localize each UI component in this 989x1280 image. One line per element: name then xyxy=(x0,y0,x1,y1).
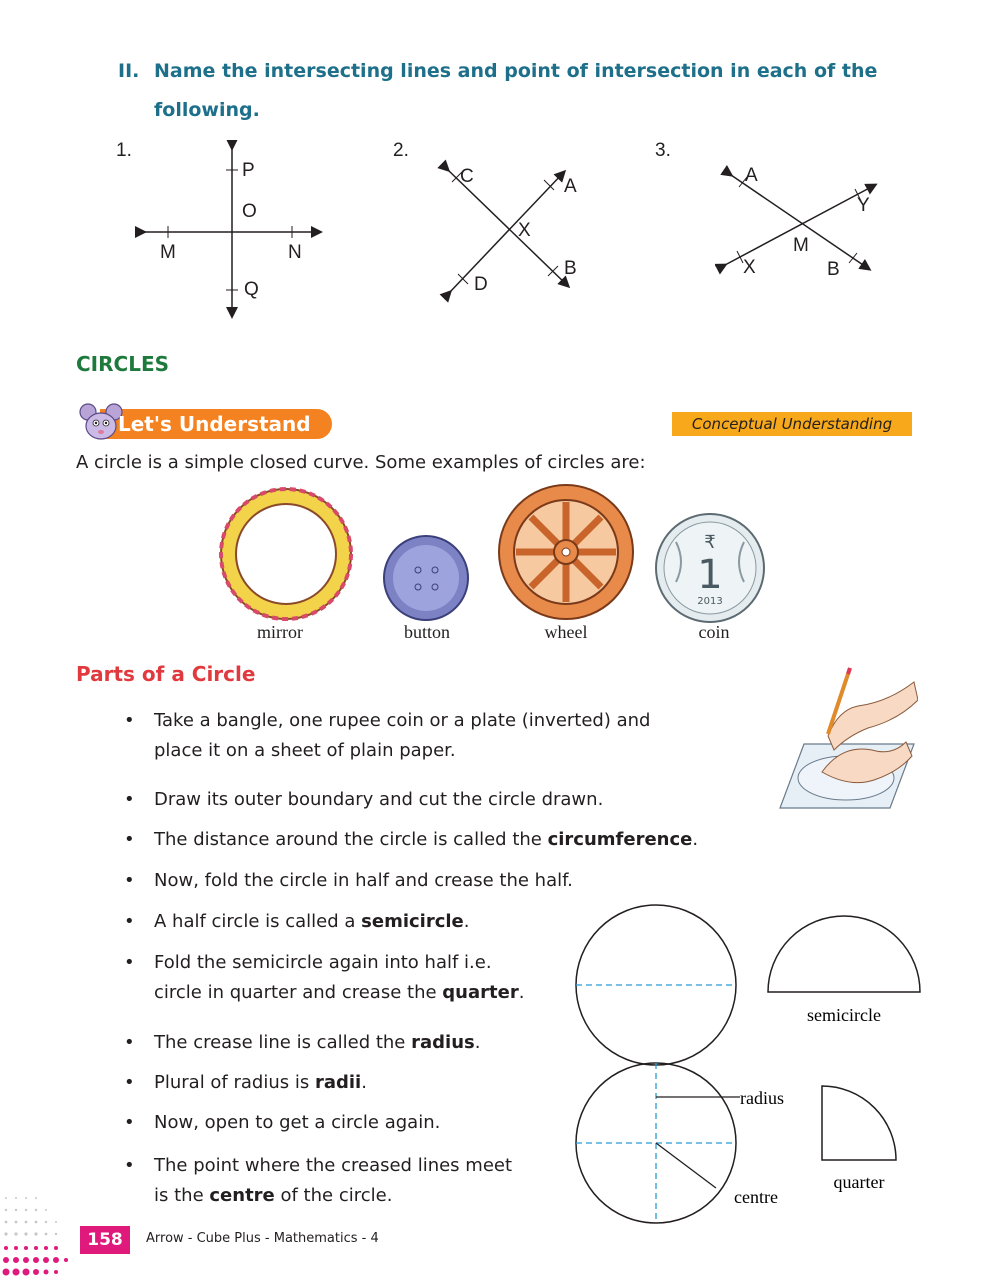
question-number: II. xyxy=(118,60,140,82)
caption-coin: coin xyxy=(698,622,730,642)
coin-value: 1 xyxy=(697,552,723,598)
semicircle-label: semicircle xyxy=(807,1004,881,1025)
label-a: A xyxy=(564,176,577,197)
intro-text: A circle is a simple closed curve. Some examples of circles are: xyxy=(76,452,646,473)
radius-label: radius xyxy=(740,1088,784,1108)
label-b: B xyxy=(827,259,840,280)
circle-parts-diagram xyxy=(570,898,940,1224)
figure-2-number: 2. xyxy=(393,140,409,161)
centre-label: centre xyxy=(734,1187,778,1207)
label-y: Y xyxy=(857,195,870,216)
figure-1-intersecting-lines xyxy=(130,140,330,320)
question-heading xyxy=(118,52,918,130)
label-x: X xyxy=(518,220,531,241)
label-d: D xyxy=(474,274,488,295)
figure-3-number: 3. xyxy=(655,140,671,161)
coin-image xyxy=(654,512,766,624)
label-b: B xyxy=(564,258,577,279)
figure-1-number: 1. xyxy=(116,140,132,161)
label-p: P xyxy=(242,160,255,181)
conceptual-understanding-tag: Conceptual Understanding xyxy=(672,412,912,436)
coin-rupee-symbol: ₹ xyxy=(704,532,716,553)
label-c: C xyxy=(460,166,474,187)
label-a: A xyxy=(745,165,758,186)
book-title: Arrow - Cube Plus - Mathematics - 4 xyxy=(146,1231,379,1246)
page-number: 158 xyxy=(80,1226,130,1254)
wheel-image xyxy=(496,482,636,622)
parts-title: Parts of a Circle xyxy=(76,662,256,686)
mirror-image xyxy=(212,486,360,622)
button-image xyxy=(382,534,472,622)
label-x: X xyxy=(743,257,756,278)
question-text-line2: following. xyxy=(154,99,260,121)
caption-button: button xyxy=(403,622,450,642)
section-title: CIRCLES xyxy=(76,352,170,376)
figure-3-intersecting-lines xyxy=(715,155,885,285)
label-o: O xyxy=(242,201,257,222)
quarter-label: quarter xyxy=(833,1172,885,1192)
label-m: M xyxy=(793,235,809,256)
figure-2-intersecting-lines xyxy=(430,150,600,310)
label-n: N xyxy=(288,242,302,263)
lets-understand-label: Let's Understand xyxy=(118,412,311,436)
question-text-line1: Name the intersecting lines and point of intersection in each of the xyxy=(154,60,878,82)
footer-dot-pattern xyxy=(0,1188,80,1280)
label-m: M xyxy=(160,242,176,263)
caption-mirror: mirror xyxy=(257,622,303,642)
caption-wheel: wheel xyxy=(544,622,588,642)
label-q: Q xyxy=(244,279,259,300)
coin-year: 2013 xyxy=(697,596,723,607)
hand-drawing-illustration xyxy=(758,662,918,812)
